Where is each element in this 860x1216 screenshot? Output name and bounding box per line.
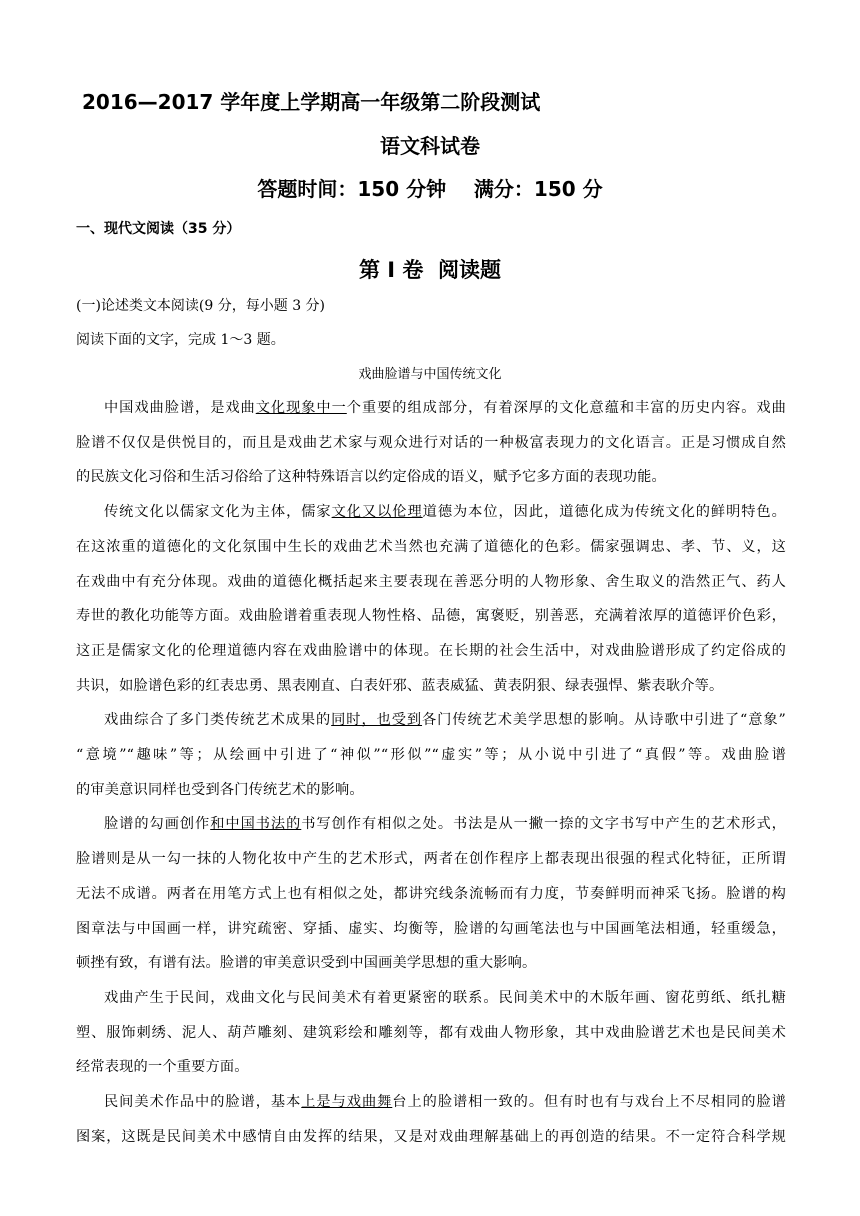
article-line [76, 1022, 786, 1042]
article-line [76, 571, 786, 591]
article-line-text: 寿世的教化功能等方面。戏曲脸谱着重表现人物性格、品德，寓褒贬，别善恶，充满着浓厚的道德评价色彩， [76, 608, 786, 625]
article-line [76, 779, 786, 799]
article-line-text: 无法不成谱。两者在用笔方式上也有相似之处，都讲究线条流畅而有力度，节奏鲜明而神采飞扬。脸谱的构 [76, 885, 786, 902]
article-line-text: “意境”“趣味”等；从绘画中引进了“神似”“形似”“虚实”等；从小说中引进了“真假”等。戏曲脸谱 [76, 747, 786, 763]
section-heading: 一、现代文阅读（35 分） [76, 221, 241, 237]
article-line [104, 813, 786, 833]
underlined-phrase: 文化又以伦理 [331, 504, 423, 521]
article-line [76, 675, 786, 695]
article-line [104, 709, 786, 729]
article-line [104, 397, 786, 417]
article-line-text: 共识，如脸谱色彩的红表忠勇、黑表刚直、白表奸邪、蓝表威猛、黄表阴狠、绿表强悍、紫表耿介等。 [76, 677, 724, 694]
article-line-text: 经常表现的一个重要方面。 [76, 1059, 249, 1076]
article-line-text: 在戏曲中有充分体现。戏曲的道德化概括起来主要表现在善恶分明的人物形象、舍生取义的浩然正气、药人 [76, 573, 786, 590]
time-info: 答题时间：150 分钟 满分：150 分 [257, 177, 603, 201]
article-line-text: 在这浓重的道德化的文化氛围中生长的戏曲艺术当然也充满了道德化的色彩。儒家强调忠、孝、节、义，这 [76, 538, 786, 555]
article-line [76, 848, 786, 868]
article-line-text: 顿挫有致，有谱有法。脸谱的审美意识受到中国画美学思想的重大影响。 [76, 955, 537, 972]
exam-title: 2016—2017 学年度上学期高一年级第二阶段测试 [82, 90, 541, 114]
article-line [76, 1126, 786, 1146]
part-heading: (一)论述类文本阅读(9 分，每小题 3 分) [76, 298, 326, 314]
article-line [104, 1091, 786, 1111]
subject-title-text: 语文科试卷 [380, 134, 480, 158]
article-line [76, 640, 786, 660]
article-line-text: 中国戏曲脸谱，是戏曲 [104, 400, 256, 416]
article-line [76, 466, 786, 486]
article-line-text: 的审美意识同样也受到各门传统艺术的影响。 [76, 781, 364, 798]
underlined-phrase: 上是与戏曲舞 [301, 1094, 393, 1110]
article-line-text: 这正是儒家文化的伦理道德内容在戏曲脸谱中的体现。在长期的社会生活中，对戏曲脸谱形成了约定俗成的 [76, 642, 786, 659]
article-line-text: 塑、服饰刺绣、泥人、葫芦雕刻、建筑彩绘和雕刻等，都有戏曲人物形象，其中戏曲脸谱艺术也是民间美术 [76, 1024, 786, 1041]
article-line [76, 1056, 786, 1076]
article-line-text: 脸谱则是从一勾一抹的人物化妆中产生的艺术形式，两者在创作程序上都表现出很强的程式化特征，正所谓 [76, 851, 786, 868]
article-line-text: 传统文化以儒家文化为主体，儒家 [104, 504, 332, 521]
article-line [76, 883, 786, 903]
article-line [76, 952, 786, 972]
article-line [76, 536, 786, 556]
article-line-text: 图案，这既是民间美术中感情自由发挥的结果，又是对戏曲理解基础上的再创造的结果。不一定符合科学规 [76, 1128, 786, 1145]
article-line-text: 民间美术作品中的脸谱，基本 [104, 1094, 302, 1110]
article-line [104, 987, 786, 1007]
article-line [76, 918, 786, 938]
article-title: 戏曲脸谱与中国传统文化 [358, 367, 502, 382]
article-line-text: 书写创作有相似之处。书法是从一撇一捺的文字书写中产生的艺术形式， [301, 816, 787, 833]
article-line-text: 戏曲综合了多门类传统艺术成果的 [104, 712, 332, 729]
subject-title [0, 130, 860, 159]
article-line [76, 605, 786, 625]
article-line-text: 个重要的组成部分，有着深厚的文化意蕴和丰富的历史内容。戏曲 [346, 400, 786, 416]
article-line-text: 各门传统艺术美学思想的影响。从诗歌中引进了“意象” [422, 712, 786, 729]
underlined-phrase: 文化现象中一 [255, 400, 347, 416]
article-line-text: 道德为本位，因此，道德化成为传统文化的鲜明特色。 [422, 504, 786, 521]
underlined-phrase: 和中国书法的 [210, 816, 302, 833]
article-line-text: 的民族文化习俗和生活习俗给了这种特殊语言以约定俗成的语义，赋予它多方面的表现功能。 [76, 469, 666, 486]
instruction: 阅读下面的文字，完成 1～3 题。 [76, 332, 285, 348]
article-line-text: 脸谱的勾画创作 [104, 816, 211, 833]
article-line [104, 501, 786, 521]
article-line-text: 戏曲产生于民间，戏曲文化与民间美术有着更紧密的联系。民间美术中的木版年画、窗花剪纸、纸扎糖 [104, 989, 786, 1006]
underlined-phrase: 同时，也受到 [331, 712, 423, 729]
article-line-text: 图章法与中国画一样，讲究疏密、穿插、虚实、均衡等，脸谱的勾画笔法也与中国画笔法相通，轻重缓急， [76, 920, 786, 937]
article-line [76, 744, 786, 764]
article-line-text: 脸谱不仅仅是供悦目的，而且是戏曲艺术家与观众进行对话的一种极富表现力的文化语言。正是习惯成自然 [76, 434, 786, 451]
article-line-text: 台上的脸谱相一致的。但有时也有与戏台上不尽相同的脸谱 [392, 1094, 787, 1110]
article-line [76, 432, 786, 452]
volume-title: 第 I 卷 阅读题 [358, 258, 502, 282]
